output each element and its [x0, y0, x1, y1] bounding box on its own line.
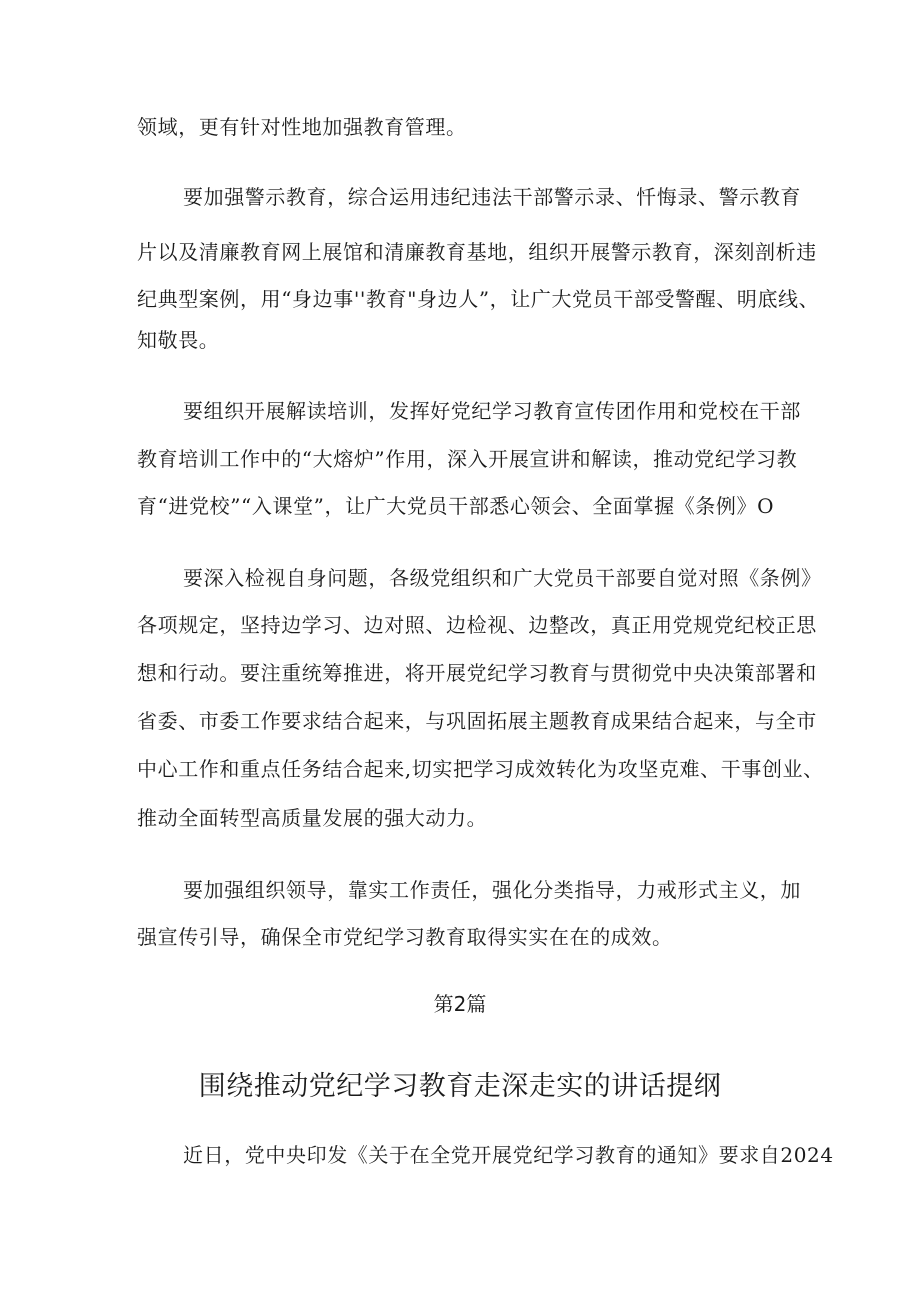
- document-title: 围绕推动党纪学习教育走深走实的讲话提纲: [198, 1071, 722, 1102]
- paragraph-line: 纪典型案例，用“身边事''教育"身边人”，让广大党员干部受警醒、明底线、: [137, 287, 820, 311]
- paragraph-line: 要加强组织领导，靠实工作责任，强化分类指导，力戒形式主义，加: [183, 878, 801, 902]
- continuation-line: 领域，更有针对性地加强教育管理。: [137, 115, 467, 139]
- paragraph-line: 推动全面转型高质量发展的强大动力。: [137, 806, 488, 830]
- paragraph-line: 要加强警示教育，综合运用违纪违法干部警示录、忏悔录、警示教育: [183, 185, 801, 209]
- paragraph-line: 片以及清廉教育网上展馆和清廉教育基地，组织开展警示教育，深刻剖析违: [137, 240, 817, 264]
- paragraph-line: 知敬畏。: [137, 328, 220, 352]
- paragraph-line: 各项规定，坚持边学习、边对照、边检视、边整改，真正用党规党纪校正思: [137, 613, 817, 637]
- paragraph-line: 教育培训工作中的“大熔炉”作用，深入开展宣讲和解读，推动党纪学习教: [137, 447, 798, 471]
- paragraph-line: 要组织开展解读培训，发挥好党纪学习教育宣传团作用和党校在干部: [183, 399, 801, 423]
- paragraph-line: 育“进党校”“入课堂”，让广大党员干部悉心领会、全面掌握《条例》O: [137, 494, 775, 518]
- section-label: 第2篇: [433, 992, 487, 1016]
- paragraph-line: 要深入检视自身问题，各级党组织和广大党员干部要自觉对照《条例》: [183, 566, 822, 590]
- paragraph-line: 中心工作和重点任务结合起来,切实把学习成效转化为攻坚克难、干事创业、: [137, 757, 824, 781]
- paragraph-line: 近日，党中央印发《关于在全党开展党纪学习教育的通知》要求自2024: [183, 1143, 834, 1167]
- paragraph-line: 想和行动。要注重统筹推进，将开展党纪学习教育与贯彻党中央决策部署和: [137, 661, 817, 685]
- paragraph-line: 强宣传引导，确保全市党纪学习教育取得实实在在的成效。: [137, 925, 673, 949]
- paragraph-line: 省委、市委工作要求结合起来，与巩固拓展主题教育成果结合起来，与全市: [137, 709, 817, 733]
